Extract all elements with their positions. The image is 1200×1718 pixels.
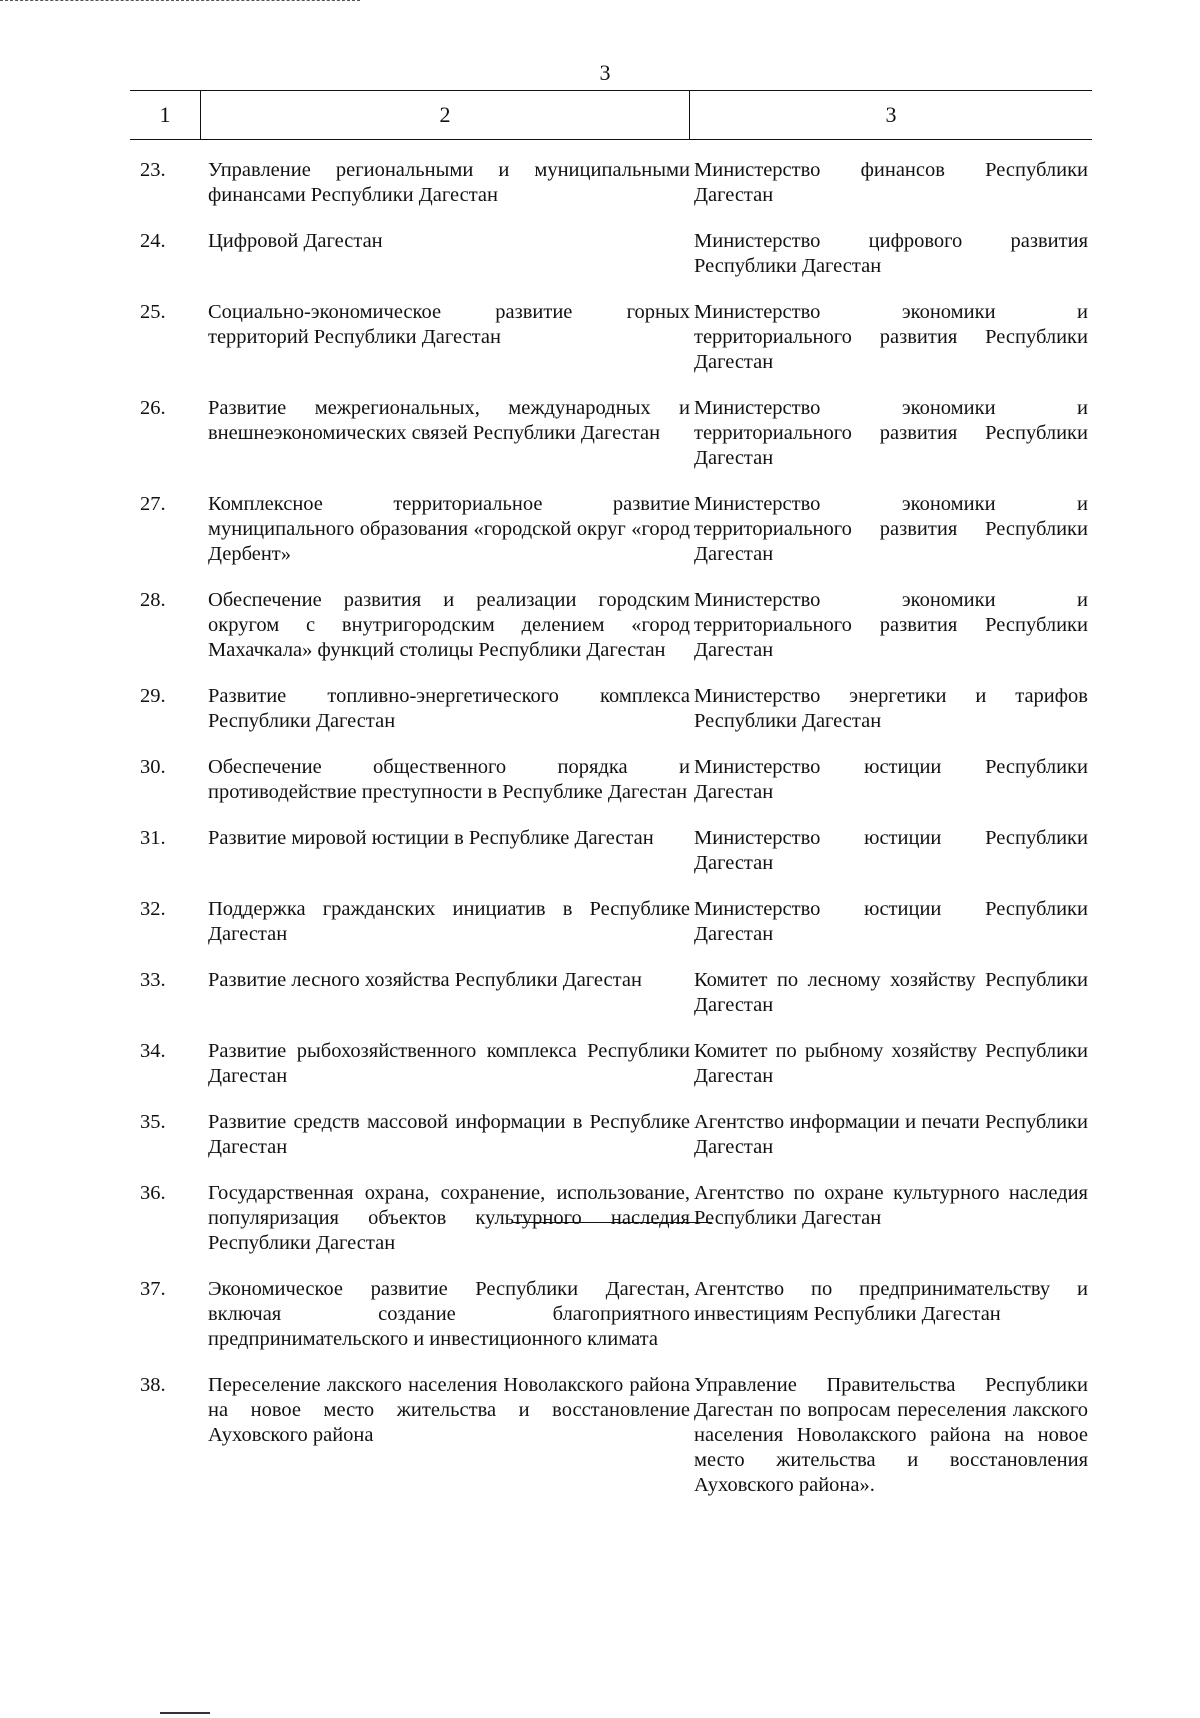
program-name: Управление региональными и муниципальными финансами Республики Дагестан [208, 159, 690, 206]
row-number: 29. [140, 685, 166, 707]
row-number: 24. [140, 230, 166, 252]
row-number: 33. [140, 969, 166, 991]
row-number: 25. [140, 301, 166, 323]
table-header [130, 90, 1092, 140]
header-col-1: 1 [130, 91, 201, 139]
table-row [140, 1039, 1090, 1089]
table-row [140, 1277, 1090, 1352]
program-name: Развитие рыбохозяйственного комплекса Республики Дагестан [208, 1040, 690, 1087]
program-name: Социально-экономическое развитие горных территорий Республики Дагестан [208, 301, 690, 348]
program-name: Государственная охрана, сохранение, использование, популяризация объектов культурного наследия Республики Дагестан [208, 1182, 690, 1254]
table-body [140, 158, 1090, 1519]
row-number: 38. [140, 1374, 166, 1396]
row-number: 36. [140, 1182, 166, 1204]
row-number: 31. [140, 827, 166, 849]
table-row [140, 1181, 1090, 1256]
program-name: Экономическое развитие Республики Дагестан, включая создание благоприятного предпринимательского и инвестиционного климата [208, 1278, 690, 1350]
responsible-executor: Министерство финансов Республики Дагестан [694, 159, 1088, 206]
row-number: 32. [140, 898, 166, 920]
responsible-executor: Комитет по лесному хозяйству Республики Дагестан [694, 969, 1088, 1016]
responsible-executor: Министерство юстиции Республики Дагестан [694, 756, 1088, 803]
table-row [140, 755, 1090, 805]
table-row [140, 300, 1090, 375]
row-number: 34. [140, 1040, 166, 1062]
program-name: Развитие лесного хозяйства Республики Дагестан [208, 969, 642, 991]
end-divider [512, 1222, 712, 1223]
responsible-executor: Агентство по охране культурного наследия Республики Дагестан [694, 1182, 1088, 1229]
responsible-executor: Агентство по предпринимательству и инвестициям Республики Дагестан [694, 1278, 1088, 1325]
program-name: Обеспечение общественного порядка и противодействие преступности в Республике Дагестан [208, 756, 690, 803]
responsible-executor: Комитет по рыбному хозяйству Республики Дагестан [694, 1040, 1088, 1087]
program-name: Поддержка гражданских инициатив в Республике Дагестан [208, 898, 690, 945]
table-row [140, 396, 1090, 471]
program-name: Обеспечение развития и реализации городским округом с внутригородским делением «город Махачкала» функций столицы Республики Дагестан [208, 589, 690, 661]
row-number: 30. [140, 756, 166, 778]
responsible-executor: Управление Правительства Республики Дагестан по вопросам переселения лакского населения Новолакского района на новое место жительства и восстановления Ауховского района». [694, 1374, 1088, 1496]
scan-bottom-mark [160, 1712, 210, 1714]
table-row [140, 684, 1090, 734]
row-number: 37. [140, 1278, 166, 1300]
responsible-executor: Министерство экономики и территориального развития Республики Дагестан [694, 589, 1088, 661]
page-number: 3 [599, 60, 611, 85]
row-number: 27. [140, 493, 166, 515]
responsible-executor: Министерство экономики и территориального развития Республики Дагестан [694, 301, 1088, 373]
table-row [140, 826, 1090, 876]
table-row [140, 1373, 1090, 1498]
responsible-executor: Министерство цифрового развития Республики Дагестан [694, 230, 1088, 277]
table-row [140, 492, 1090, 567]
program-name: Переселение лакского населения Новолакского района на новое место жительства и восстановление Ауховского района [208, 1374, 690, 1446]
responsible-executor: Министерство экономики и территориального развития Республики Дагестан [694, 397, 1088, 469]
table-row [140, 588, 1090, 663]
program-name: Развитие средств массовой информации в Республике Дагестан [208, 1111, 690, 1158]
program-name: Комплексное территориальное развитие муниципального образования «городской округ «город Дербент» [208, 493, 690, 565]
table-row [140, 1110, 1090, 1160]
row-number: 23. [140, 159, 166, 181]
responsible-executor: Министерство энергетики и тарифов Республики Дагестан [694, 685, 1088, 732]
responsible-executor: Министерство юстиции Республики Дагестан [694, 898, 1088, 945]
row-number: 28. [140, 589, 166, 611]
row-number: 26. [140, 397, 166, 419]
row-number: 35. [140, 1111, 166, 1133]
program-name: Развитие межрегиональных, международных и внешнеэкономических связей Республики Дагестан [208, 397, 690, 444]
program-name: Цифровой Дагестан [208, 230, 383, 252]
responsible-executor: Агентство информации и печати Республики Дагестан [694, 1111, 1088, 1158]
header-col-3: 3 [885, 102, 897, 127]
responsible-executor: Министерство юстиции Республики Дагестан [694, 827, 1088, 874]
responsible-executor: Министерство экономики и территориального развития Республики Дагестан [694, 493, 1088, 565]
table-row [140, 968, 1090, 1018]
table-row [140, 897, 1090, 947]
table-row [140, 229, 1090, 279]
header-col-2: 2 [201, 91, 690, 139]
scan-edge-mark [0, 0, 360, 1]
table-row [140, 158, 1090, 208]
program-name: Развитие мировой юстиции в Республике Дагестан [208, 827, 654, 849]
program-name: Развитие топливно-энергетического комплекса Республики Дагестан [208, 685, 690, 732]
